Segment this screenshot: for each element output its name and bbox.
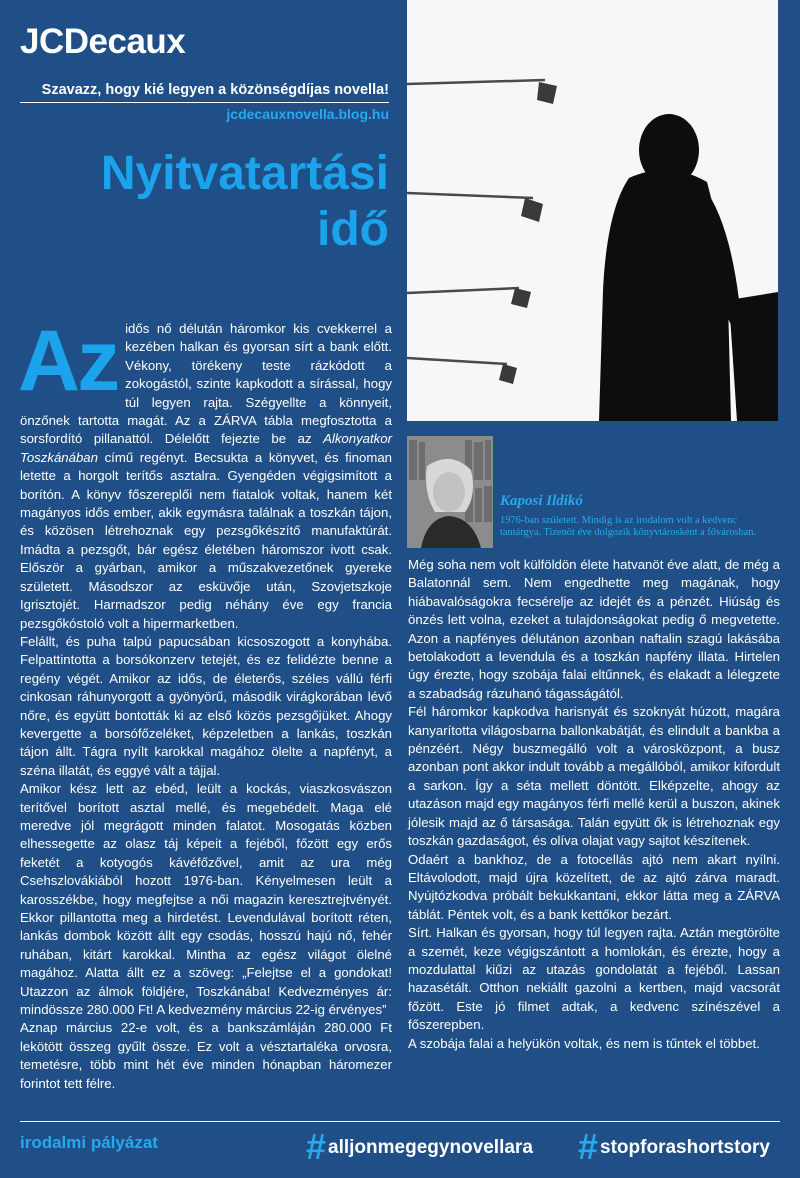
story-paragraph bbox=[18, 313, 392, 633]
story-title bbox=[29, 146, 389, 258]
story-text: című regényt. Becsukta a könyvet, és finoman letette a horgolt terítős asztalra. Gyengéden végigsimított a borítón. A könyv főszereplői nem fiatalok voltak, hanem két magányos idős ember, akik egymásra találnak a toszkán tájon, és közösen létrehoznak egy pezsgőkészítő manufaktúrát. Imádta a pezsgőt, bár egész életében háromszor ivott csak. Először a gyárban, amikor a műszakvezetőnek gyereke született. Másodszor az esküvője után, Szovjetszkoje Igrisztojét. Harmadszor pedig néhány éve egy francia pezsgőkóstoló volt a hipermarketben. bbox=[20, 449, 392, 631]
story-paragraph: Felállt, és puha talpú papucsában kicsoszogott a konyhába. Felpattintotta a borsókonzerv tetejét, és ez felidézte benne a regény végét. Amikor az idős, de életerős, széles vállú férfi cinkosan ráhunyorgott a gyönyörű, második virágkorában lévő nőre, és együtt bontották ki az első közös pezsgőjüket. Ahogy kevergette a borsófőzeléket, képzeletben a lankás, toszkán tájon állt. Tágra nyílt karokkal magához ölelte a napfényt, a széna illatát, és eggyé vált a tájjal. bbox=[20, 633, 392, 778]
story-column-right bbox=[408, 556, 780, 1053]
footer-label: irodalmi pályázat bbox=[20, 1133, 158, 1152]
vote-tagline: Szavazz, hogy kié legyen a közönségdíjas novella! bbox=[41, 82, 389, 98]
hashtag-alljonmeg[interactable] bbox=[306, 1126, 533, 1168]
story-paragraph: Még soha nem volt külföldön élete hatvanöt éve alatt, de még a Balatonnál sem. Nem engedhette meg magának, hogy hiábavalóságokra fecsérelje az idejét és a pénzét. Hiúság és önzés lett volna, ezeket a tulajdonságokat pedig ő megvetette. Azon a napfényes délutánon azonban naftalin szagú lakásába betolakodott a levendula és a toszkán napfény illata. Hirtelen úgy érezte, hogy szobája falai eltűnnek, és elakadt a lélegzete a szabadság rázuhanó tágasságától. bbox=[408, 557, 780, 701]
story-text: idős nő délután háromkor kis cvekkerrel a kezében halkan és gyorsan sírt a bank előtt. Vékony, törékeny teste rázkódott a zokogástól, szinte kapkodott a sírással, hogy túl legyen rajta. Szégyellte a könnyeit, önzőnek tartotta magát. Az a ZÁRVA tábla megfosztotta a sorsfordító pillanattól. Délelőtt fejezte be az bbox=[20, 321, 392, 447]
story-paragraph: Fél háromkor kapkodva harisnyát és szoknyát húzott, magára kanyarította világosbarna ballonkabátját, és elindult a bankba a pénzéért. Négy buszmegálló volt a városközpont, a busz azonban pont akkor indult tovább a megállóból, amikor kifordult a sarkon. Így a séta mellett döntött. Elképzelte, ahogy az utazáson majd egy magányos férfi mellé kerül a buszon, akinek jólesik majd az ő társasága. Talán együtt ők is létrehoznak egy toszkán gazdaságot, és olíva olajat vagy sajtot készítenek. bbox=[408, 704, 780, 849]
hashtag-text: stopforashortstory bbox=[600, 1137, 770, 1158]
title-line-1: Nyitvatartási bbox=[100, 147, 389, 200]
hashtag-text: alljonmegegynovellara bbox=[328, 1137, 533, 1158]
hash-icon: # bbox=[578, 1126, 599, 1167]
story-column-left bbox=[18, 313, 392, 1093]
story-paragraph: A szobája falai a helyükön voltak, és nem is tűntek el többet. bbox=[408, 1035, 760, 1051]
title-line-2: idő bbox=[317, 203, 389, 256]
silhouette-photo-image bbox=[407, 0, 778, 421]
author-bio: 1976-ban született. Mindig is az irodalom volt a kedvenc tantárgya. Tizenöt éve dolgozik könyvtárosként a fővárosban. bbox=[500, 515, 757, 538]
blog-link[interactable]: jcdecauxnovella.blog.hu bbox=[226, 106, 389, 122]
author-portrait-image bbox=[407, 436, 493, 548]
drop-cap: Az bbox=[18, 313, 118, 409]
book-title: Alkonyatkor Toszkánában bbox=[20, 431, 392, 465]
author-box bbox=[407, 436, 778, 548]
hash-icon: # bbox=[306, 1126, 327, 1167]
story-paragraph: Aznap március 22-e volt, és a bankszámláján 280.000 Ft lekötött összeg gyűlt össze. Ez volt a vésztartaléka orvosra, temetésre, több mint hét éve minden hónapban háromezer forintot tett félre. bbox=[20, 1020, 392, 1091]
hero-photo bbox=[407, 0, 778, 421]
story-paragraph: Sírt. Halkan és gyorsan, hogy túl legyen rajta. Aztán megtörölte a szemét, keze végigszántott a homlokán, és érezte, hogy a mozdulattal kiűzi az utazás gondolatát a fejéből. Lassan hazasétált. Otthon nekiállt gazolni a kertben, majd vacsorát főzött. Este jó filmet adtak, a kedvenc színészével a főszerepben. bbox=[408, 925, 780, 1033]
author-portrait bbox=[407, 436, 493, 548]
header-divider bbox=[20, 102, 389, 103]
author-name: Kaposi Ildikó bbox=[500, 493, 583, 509]
story-paragraph: Odaért a bankhoz, de a fotocellás ajtó nem akart nyílni. Eltávolodott, majd újra közelített, de az ajtó zárva maradt. Nyújtózkodva próbált bekukkantani, ekkor látta meg a ZÁRVA táblát. Péntek volt, és a bank kettőkor bezárt. bbox=[408, 851, 780, 922]
hashtag-stopforashortstory[interactable] bbox=[578, 1126, 770, 1168]
jcdecaux-logo: JCDecaux bbox=[20, 22, 186, 61]
footer-divider bbox=[20, 1121, 780, 1122]
story-paragraph: Amikor kész lett az ebéd, leült a kockás, viaszkosvászon terítővel borított asztal mellé, és megebédelt. Maga elé meredve jól megrágott minden falatot. Mosogatás közben elhessegette az olasz táj képeit a fejéből, főzött egy erős feketét a kotyogós kávéfőzővel, amit az ura még Csehszlovákiából hozott 1976-ban. Kényelmesen leült a karosszékbe, hogy megfejtse a női magazin keresztrejtvényét. Ekkor pillantotta meg a hirdetést. Levendulával borított réten, lankás dombok között állt egy csodás, hosszú hajú nő, fehér ruhában, kitárt karokkal. Mintha az egész világot ölelné magához. Alatta állt ez a szöveg: „Felejtse el a gondokat! Utazzon az álmok földjére, Toszkánába! Kedvezményes ár: mindössze 280.000 Ft! A kedvezmény március 22-ig érvényes” bbox=[20, 781, 392, 1018]
